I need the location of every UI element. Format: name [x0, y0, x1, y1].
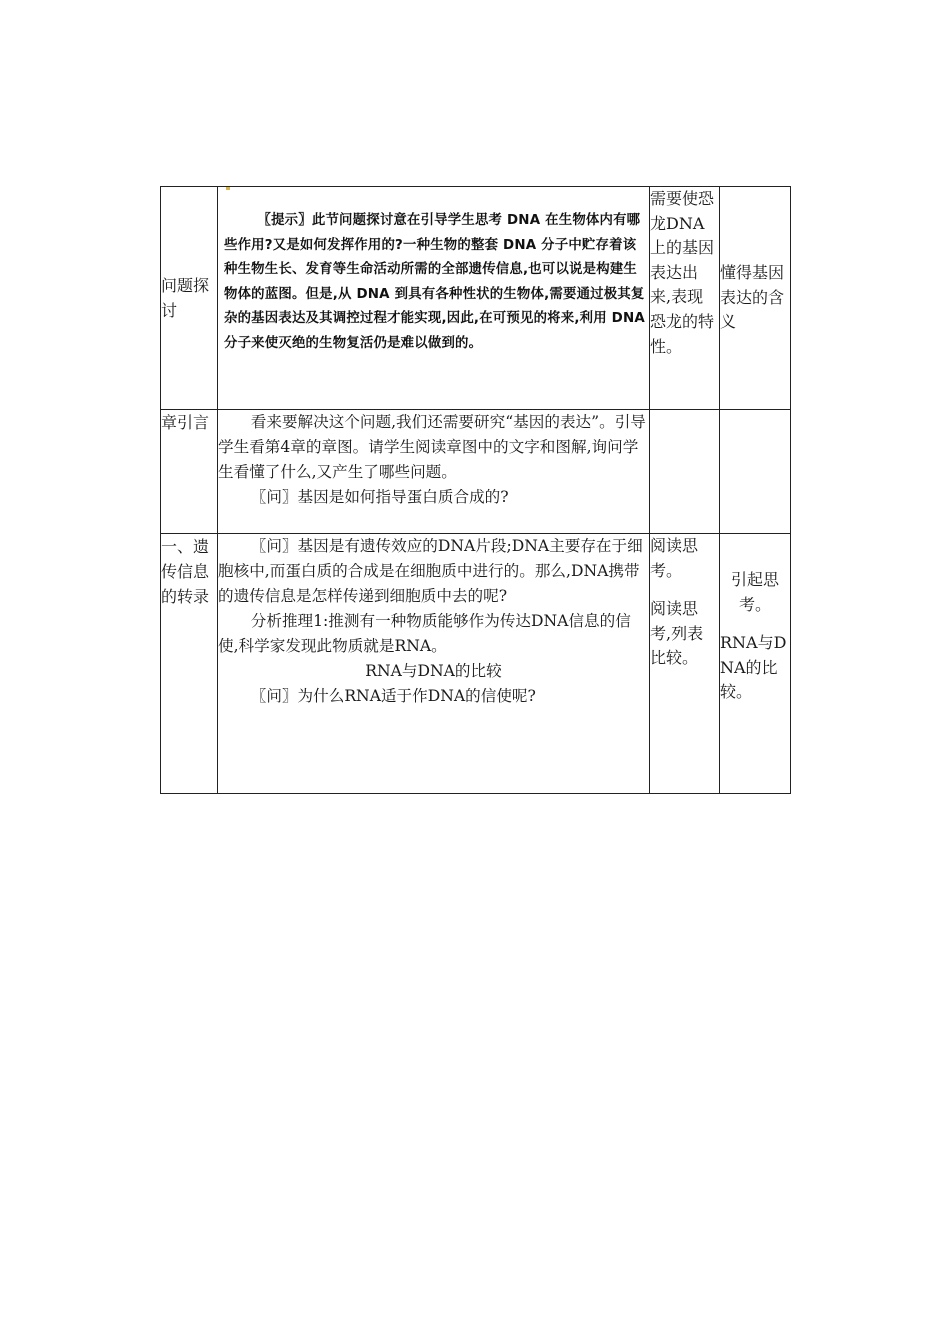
teaching-goal-2: RNA与DNA的比较。 — [720, 633, 787, 702]
transcription-content — [218, 534, 650, 794]
row-chapter-intro — [161, 410, 791, 534]
table-caption: RNA与DNA的比较 — [365, 662, 502, 680]
teaching-goal — [720, 410, 791, 534]
student-activity-1: 阅读思考。 — [650, 536, 699, 580]
intro-question: 〖问〗基因是如何指导蛋白质合成的? — [250, 488, 509, 506]
section-label: 章引言 — [161, 410, 218, 534]
question-dna-transfer: 〖问〗基因是有遗传效应的DNA片段;DNA主要存在于细胞核中,而蛋白质的合成是在细胞质中进行的。那么,DNA携带的遗传信息是怎样传递到细胞质中去的呢? — [218, 537, 643, 605]
image-anchor-mark — [226, 187, 230, 190]
teaching-goal: 懂得基因表达的含义 — [720, 187, 791, 410]
reasoning-paragraph: 分析推理1:推测有一种物质能够作为传达DNA信息的信使,科学家发现此物质就是RNA。 — [218, 612, 631, 655]
student-activity — [650, 410, 720, 534]
teaching-goal — [720, 534, 791, 794]
lesson-plan-table — [160, 186, 791, 794]
row-problem-discussion — [161, 187, 791, 410]
spacer — [650, 583, 719, 597]
teaching-goal-1: 引起思考。 — [730, 570, 779, 614]
hint-image — [218, 187, 649, 409]
hint-cell — [218, 187, 650, 410]
section-label: 一、遗传信息的转录 — [161, 534, 218, 794]
question-rna-messenger: 〖问〗为什么RNA适于作DNA的信使呢? — [250, 687, 536, 705]
section-label: 问题探讨 — [161, 187, 218, 410]
row-transcription — [161, 534, 791, 794]
student-activity-2: 阅读思考,列表比较。 — [650, 599, 704, 668]
hint-text: 〖提示〗此节问题探讨意在引导学生思考 DNA 在生物体内有哪些作用?又是如何发挥作用的?一种生物的整套 DNA 分子中贮存着该种生物生长、发育等生命活动所需的全部遗传信息,也可以说是构建生物体的蓝图。但是,从 DNA 到具有各种性状的生物体,需要通过极其复杂的基因表达及其调控过程才能实现,因此,在可预见的将来,利用 DNA 分子来使灭绝的生物复活仍是难以做到的。 — [224, 213, 645, 351]
student-activity: 需要使恐龙DNA上的基因表达出来,表现恐龙的特性。 — [650, 187, 720, 410]
intro-paragraph: 看来要解决这个问题,我们还需要研究“基因的表达”。引导学生看第4章的章图。请学生阅读章图中的文字和图解,询问学生看懂了什么,又产生了哪些问题。 — [218, 413, 646, 481]
intro-content — [218, 410, 650, 534]
student-activity — [650, 534, 720, 794]
spacer — [720, 617, 790, 631]
